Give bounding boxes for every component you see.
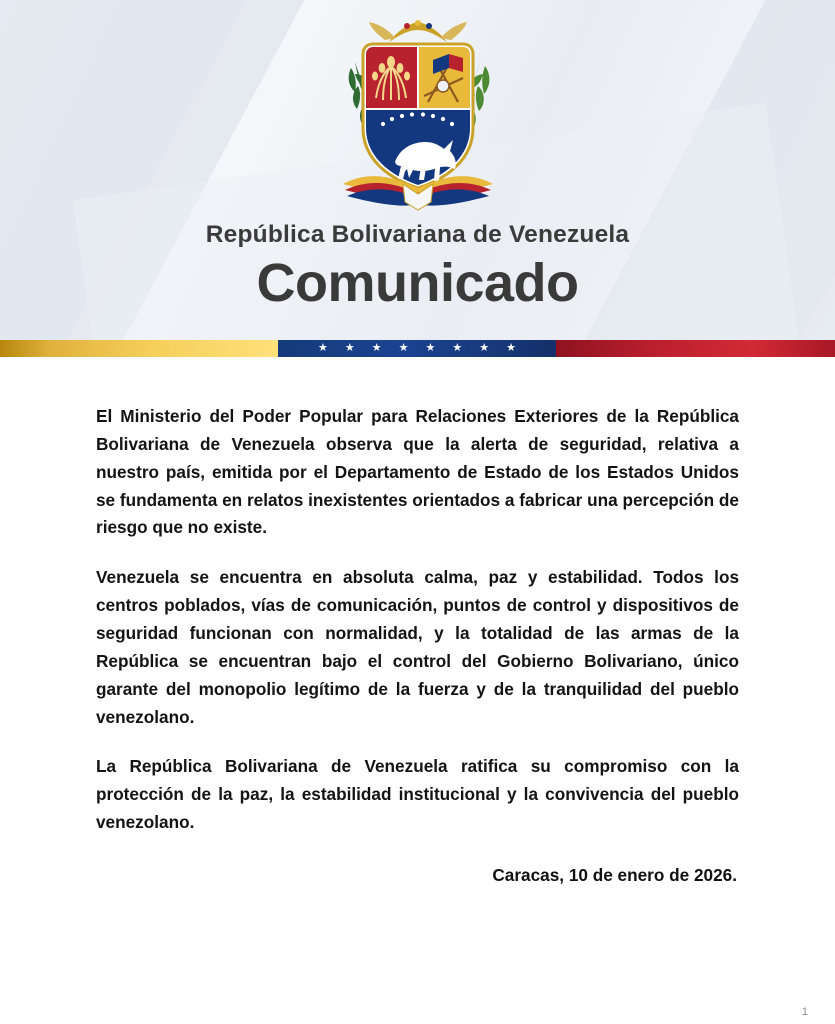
body-content	[96, 403, 739, 886]
flag-stripe-blue	[278, 340, 556, 357]
star-icon: ★	[371, 342, 382, 354]
page-number: 1	[801, 1006, 808, 1018]
star-icon: ★	[506, 342, 516, 354]
flag-stars	[278, 340, 556, 357]
title-block	[0, 222, 835, 312]
star-icon: ★	[479, 342, 490, 354]
star-icon: ★	[398, 342, 409, 354]
document-body	[0, 357, 835, 1024]
flag-stripe-yellow	[0, 340, 278, 357]
paragraph: El Ministerio del Poder Popular para Relaciones Exteriores de la República Bolivariana de Venezuela observa que la alerta de seguridad, relativa a nuestro país, emitida por el Departamento de Estado de los Estados Unidos se fundamenta en relatos inexistentes orientados a fabricar una percepción de riesgo que no existe.	[96, 406, 739, 538]
star-icon: ★	[344, 342, 355, 354]
star-icon: ★	[452, 342, 463, 354]
star-icon: ★	[318, 342, 328, 354]
country-title: República Bolivariana de Venezuela	[205, 221, 630, 248]
flag-stripe-red	[556, 340, 835, 357]
star-icon: ★	[425, 342, 436, 354]
document-title: Comunicado	[256, 252, 579, 313]
paragraph: Venezuela se encuentra en absoluta calma, paz y estabilidad. Todos los centros poblados, vías de comunicación, puntos de control y dispositivos de seguridad funcionan con normalidad, y la totalidad de las armas de la República se encuentran bajo el control del Gobierno Bolivariano, único garante del monopolio legítimo de la fuerza y de la tranquilidad del pueblo venezolano.	[96, 567, 739, 727]
paragraph: La República Bolivariana de Venezuela ratifica su compromiso con la protección de la paz, la estabilidad institucional y la convivencia del pueblo venezolano.	[96, 756, 739, 833]
signature-line: Caracas, 10 de enero de 2026.	[492, 865, 737, 886]
flag-divider	[0, 340, 835, 357]
document-header	[0, 0, 835, 340]
venezuela-coat-of-arms-icon	[303, 16, 533, 221]
